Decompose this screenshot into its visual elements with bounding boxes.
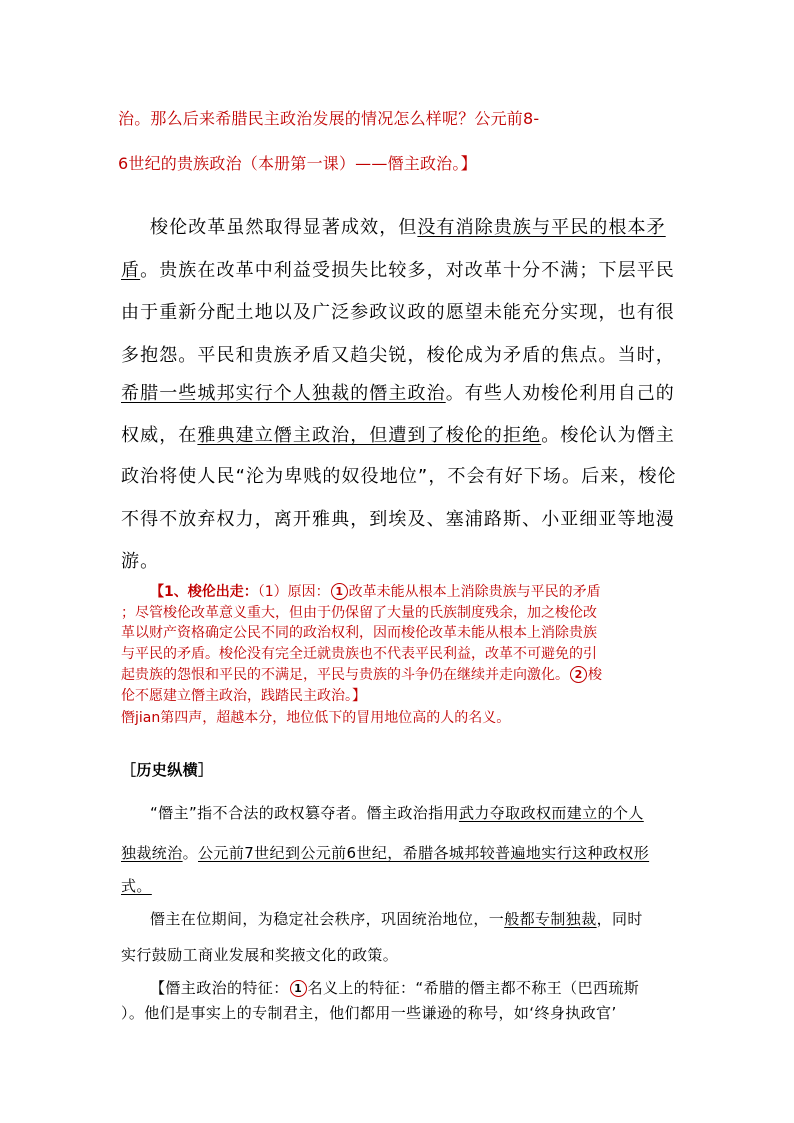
main-line-2 bbox=[121, 256, 675, 282]
underlined-text: 雅典建立僭主政治，但遭到了梭伦的拒绝 bbox=[197, 425, 542, 446]
underlined-text: 独裁统治 bbox=[121, 844, 183, 862]
intro-line-1: 治。那么后来希腊民主政治发展的情况怎么样呢？公元前8- bbox=[118, 109, 540, 128]
history-line-2 bbox=[121, 842, 649, 863]
note1-line-2: ；尽管梭伦改革意义重大，但由于仍保留了大量的氏族制度残余，加之梭伦改 bbox=[121, 605, 597, 621]
intro-line-2: 6世纪的贵族政治（本册第一课）——僭主政治。】 bbox=[118, 154, 477, 173]
note1-line-1 bbox=[150, 581, 601, 601]
main-line-1 bbox=[150, 213, 666, 239]
main-text: 。梭伦认为僭主 bbox=[541, 425, 675, 446]
note-text: 【僭主政治的特征： bbox=[150, 979, 289, 997]
underlined-text: 盾 bbox=[121, 260, 141, 281]
note1-line-5 bbox=[121, 664, 602, 684]
history-line-5: 实行鼓励工商业发展和奖掖文化的政策。 bbox=[121, 946, 399, 964]
note2-line-2: ）。他们是事实上的专制君主，他们都用一些谦逊的称号，如‘终身执政官’ bbox=[121, 1004, 617, 1022]
underlined-text: 希腊一些城邦实行个人独裁的僭主政治 bbox=[121, 383, 446, 404]
note-text: 改革未能从根本上消除贵族与平民的矛盾 bbox=[348, 584, 601, 600]
history-text: 僭主在位期间，为稳定社会秩序，巩固统治地位，一 bbox=[150, 910, 505, 928]
main-line-6 bbox=[121, 421, 675, 447]
main-text: 梭伦改革虽然取得显著成效，但 bbox=[150, 217, 418, 238]
main-line-4: 多抱怨。平民和贵族矛盾又趋尖锐，梭伦成为矛盾的焦点。当时， bbox=[121, 345, 675, 366]
note1-line-3: 革以财产资格确定公民不同的政治权利，因而梭伦改革未能从根本上消除贵族 bbox=[121, 625, 597, 641]
main-text: 。有些人劝梭伦利用自己的 bbox=[445, 383, 675, 404]
definition-line: 僭jian第四声，超越本分，地位低下的冒用地位高的人的名义。 bbox=[121, 710, 511, 726]
history-line-3 bbox=[121, 875, 152, 896]
underlined-text: 公元前7世纪到公元前6世纪，希腊各城邦较普遍地实行这种政权形 bbox=[198, 844, 650, 862]
underlined-text: 武力夺取政权而建立的个人 bbox=[458, 804, 644, 822]
underlined-text: 式。 bbox=[121, 877, 152, 895]
note-text: 梭 bbox=[588, 667, 602, 683]
underlined-text: 没有消除贵族与平民的根本矛 bbox=[417, 217, 666, 238]
circled-number-2: 2 bbox=[570, 666, 587, 683]
note2-line-1 bbox=[150, 977, 639, 998]
main-line-5 bbox=[121, 379, 675, 405]
note-text: （1）原因： bbox=[257, 584, 330, 600]
main-line-8: 不得不放弃权力，离开雅典，到埃及、塞浦路斯、小亚细亚等地漫 bbox=[121, 509, 675, 530]
note-text: 起贵族的怨恨和平民的不满足，平民与贵族的斗争仍在继续并走向激化。 bbox=[121, 667, 569, 683]
history-text: “僭主”指不合法的政权篡夺者。僭主政治指用 bbox=[150, 804, 459, 822]
note1-line-4: 与平民的矛盾。梭伦没有完全迁就贵族也不代表平民利益，改革不可避免的引 bbox=[121, 646, 597, 662]
circled-number-1: 1 bbox=[331, 583, 348, 600]
main-line-3: 由于重新分配土地以及广泛参政议政的愿望未能充分实现，也有很 bbox=[121, 302, 675, 323]
main-text: 。贵族在改革中利益受损失比较多，对改革十分不满；下层平民 bbox=[140, 260, 675, 281]
history-text: 。 bbox=[182, 844, 199, 862]
main-text: 权威，在 bbox=[121, 425, 198, 446]
history-line-4 bbox=[150, 908, 643, 929]
section-title: ［历史纵横］ bbox=[121, 761, 214, 779]
note1-line-6: 伦不愿建立僭主政治，践踏民主政治。】 bbox=[121, 688, 366, 704]
note-heading: 【1、梭伦出走： bbox=[150, 584, 258, 600]
note-text: 名义上的特征：“希腊的僭主都不称王（巴西琉斯 bbox=[307, 979, 640, 997]
main-line-9: 游。 bbox=[121, 551, 160, 572]
history-text: ，同时 bbox=[596, 910, 643, 928]
underlined-text: 般都专制独裁 bbox=[504, 910, 597, 928]
history-line-1 bbox=[150, 802, 644, 823]
main-line-7: 政治将使人民“沦为卑贱的奴役地位”，不会有好下场。后来，梭伦 bbox=[121, 466, 677, 487]
circled-number-1: 1 bbox=[290, 980, 307, 997]
